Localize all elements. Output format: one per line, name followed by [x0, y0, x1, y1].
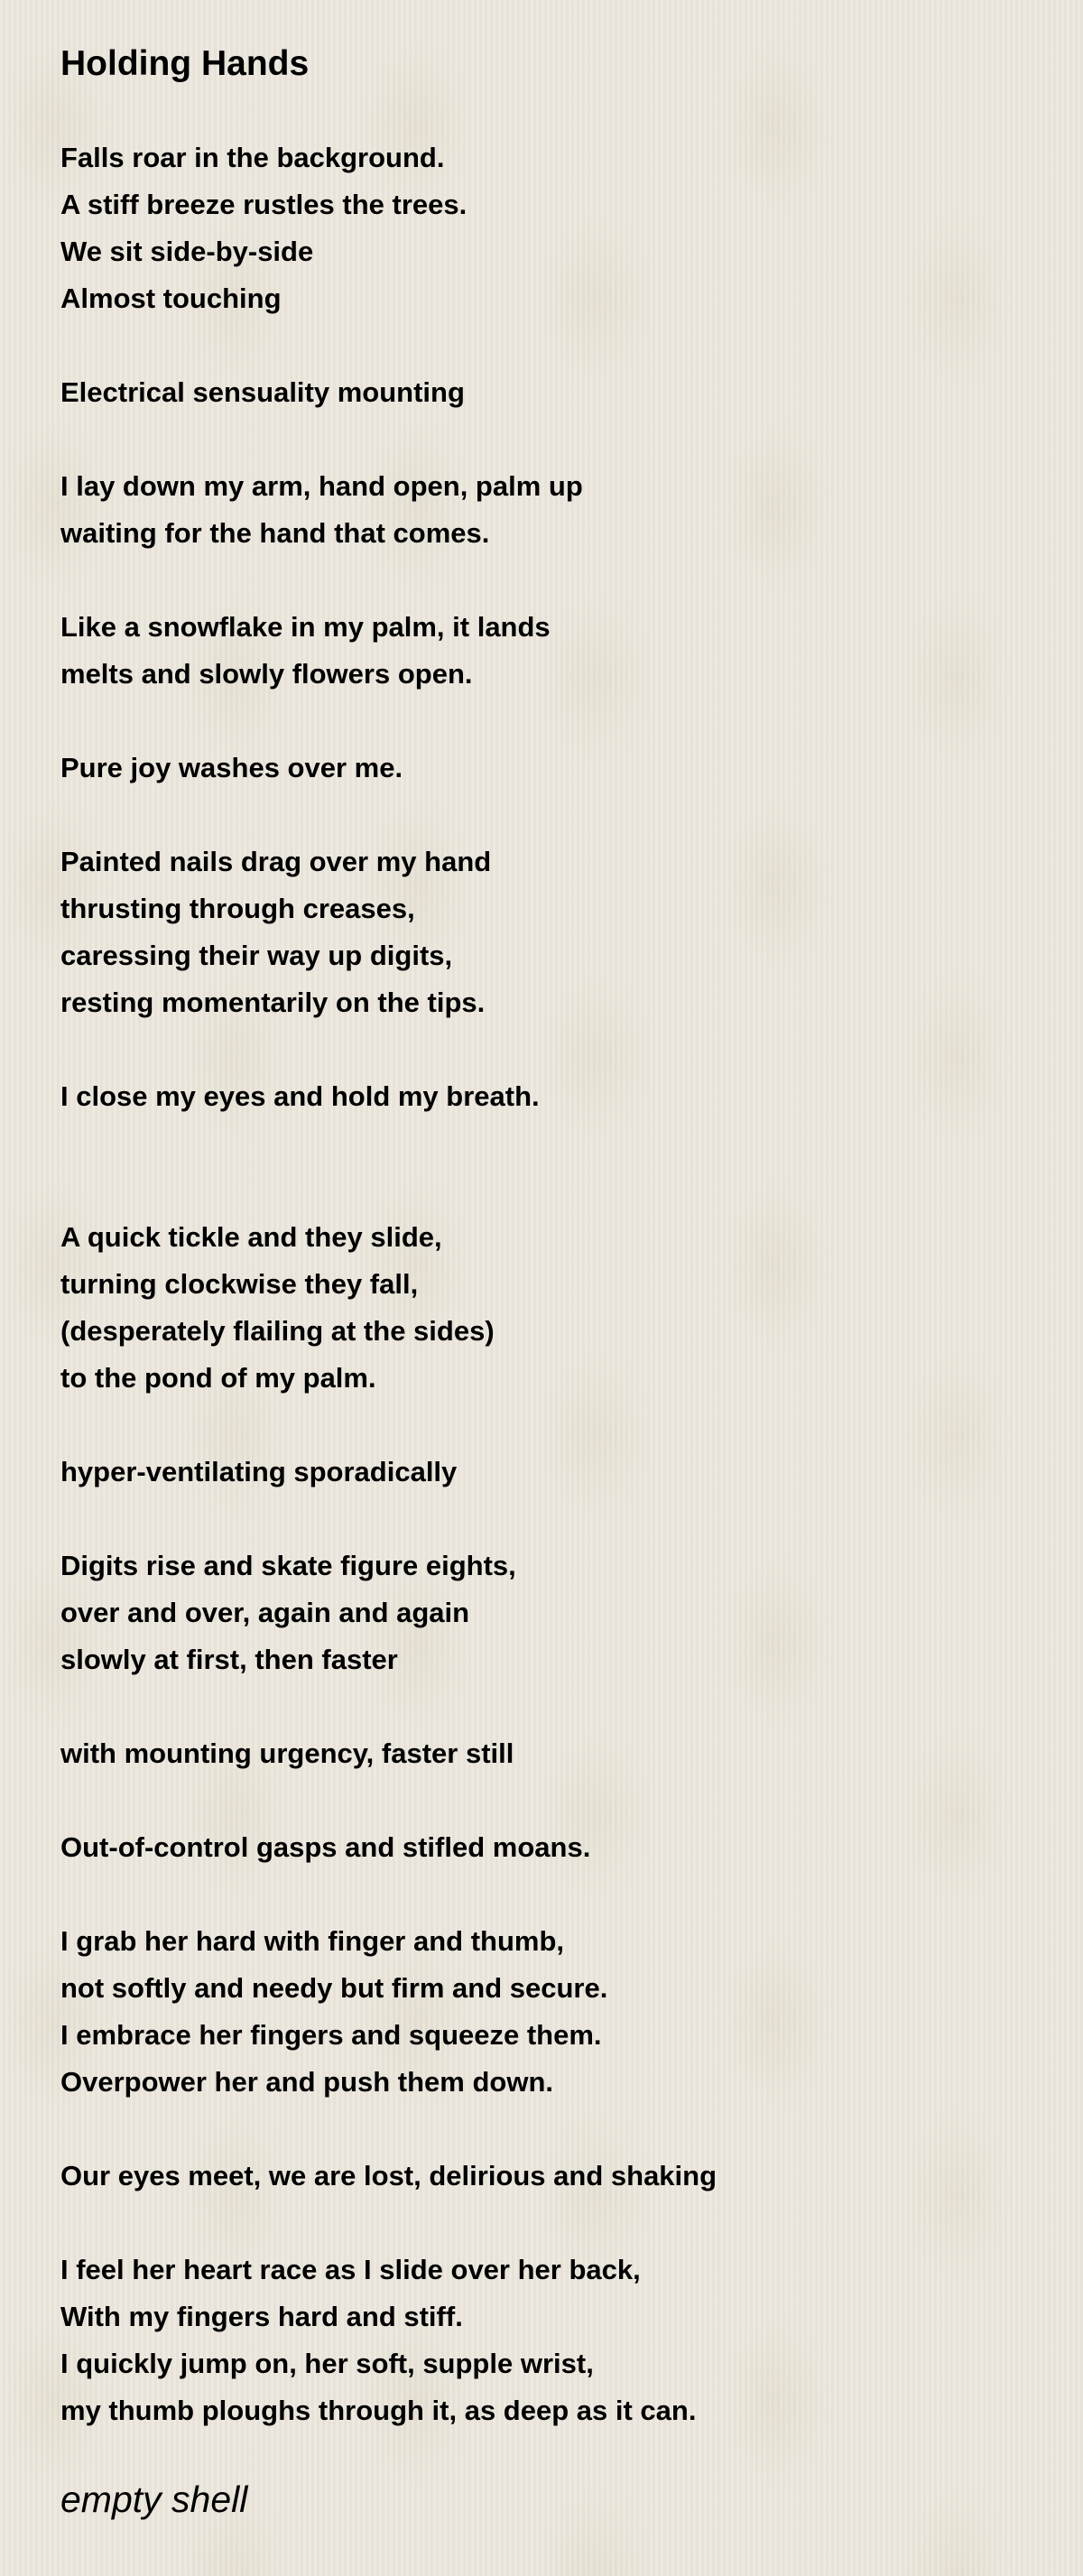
poem-line: turning clockwise they fall,: [60, 1267, 419, 1300]
poem-line: melts and slowly flowers open.: [60, 657, 473, 690]
poem-line: to the pond of my palm.: [60, 1361, 376, 1394]
poem-line: Painted nails drag over my hand: [60, 845, 492, 877]
poem-line: Out-of-control gasps and stifled moans.: [60, 1830, 591, 1863]
poem-line: slowly at first, then faster: [60, 1643, 398, 1675]
poem-line: my thumb ploughs through it, as deep as it can.: [60, 2394, 697, 2426]
poem-line: resting momentarily on the tips.: [60, 986, 486, 1018]
poem-line: A stiff breeze rustles the trees.: [60, 188, 467, 220]
stanza: [60, 1214, 1083, 1402]
poem-line: not softly and needy but firm and secure.: [60, 1971, 608, 2004]
poem-line: Like a snowflake in my palm, it lands: [60, 610, 551, 643]
poem-line: Digits rise and skate figure eights,: [60, 1549, 516, 1581]
stanza: [60, 1918, 1083, 2106]
poem-line: Our eyes meet, we are lost, delirious and shaking: [60, 2159, 717, 2191]
poem-line: A quick tickle and they slide,: [60, 1220, 442, 1253]
poem-line: I quickly jump on, her soft, supple wrist,: [60, 2347, 594, 2379]
poem-line: (desperately flailing at the sides): [60, 1314, 495, 1347]
stanza: [60, 1543, 1083, 1683]
poem-body: [60, 134, 1083, 2434]
poem-line: With my fingers hard and stiff.: [60, 2300, 463, 2332]
poem-line: waiting for the hand that comes.: [60, 516, 490, 549]
stanza: [60, 1073, 1083, 1120]
poem-title: Holding Hands: [60, 44, 310, 83]
poem-line: Pure joy washes over me.: [60, 751, 403, 783]
poem-line: Overpower her and push them down.: [60, 2065, 554, 2098]
stanza: [60, 604, 1083, 698]
poem-line: hyper-ventilating sporadically: [60, 1455, 458, 1487]
stanza: [60, 2153, 1083, 2200]
poem-line: with mounting urgency, faster still: [60, 1737, 514, 1769]
stanza: [60, 369, 1083, 416]
poem-line: Falls roar in the background.: [60, 141, 445, 173]
poem-line: I close my eyes and hold my breath.: [60, 1080, 540, 1112]
poem-line: I embrace her fingers and squeeze them.: [60, 2018, 602, 2051]
stanza: [60, 1730, 1083, 1777]
blank-line: [60, 1167, 1083, 1214]
poem-line: Almost touching: [60, 282, 282, 314]
poem-line: I grab her hard with finger and thumb,: [60, 1924, 565, 1957]
stanza: [60, 745, 1083, 792]
stanza: [60, 839, 1083, 1026]
poem-line: I feel her heart race as I slide over her back,: [60, 2253, 641, 2285]
stanza: [60, 2247, 1083, 2434]
poem-line: Electrical sensuality mounting: [60, 375, 465, 408]
poem-line: caressing their way up digits,: [60, 939, 453, 971]
stanza: [60, 1449, 1083, 1496]
poem-line: We sit side-by-side: [60, 235, 314, 267]
poem-line: over and over, again and again: [60, 1596, 470, 1628]
poem-line: I lay down my arm, hand open, palm up: [60, 469, 583, 502]
stanza: [60, 463, 1083, 557]
poem-author[interactable]: empty shell: [60, 2478, 248, 2520]
stanza: [60, 1824, 1083, 1871]
poem-line: thrusting through creases,: [60, 892, 415, 924]
stanza: [60, 134, 1083, 322]
